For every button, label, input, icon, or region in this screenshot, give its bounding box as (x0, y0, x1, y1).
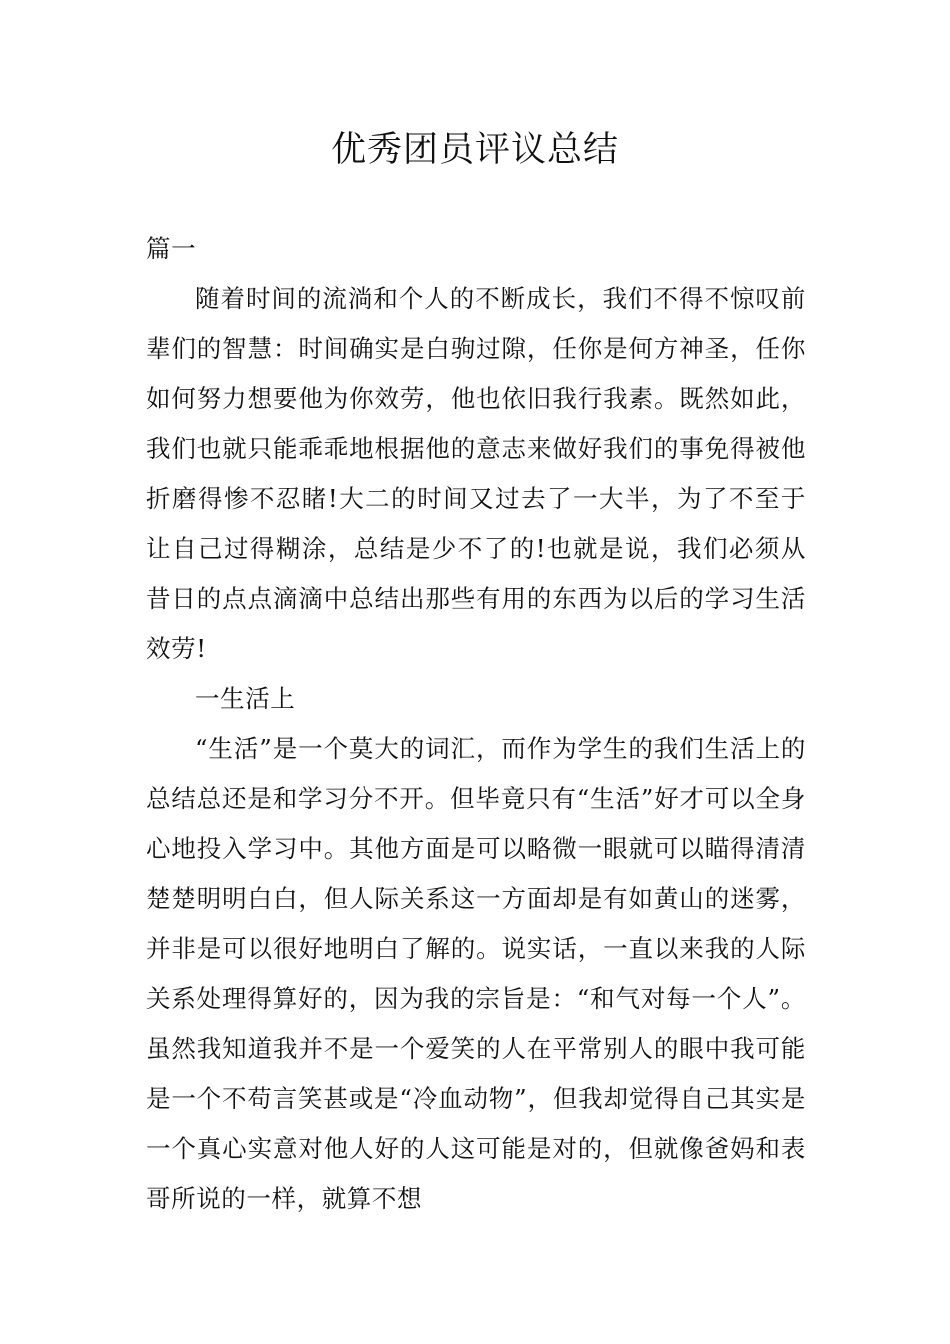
paragraph-life: “生活”是一个莫大的词汇，而作为学生的我们生活上的总结总还是和学习分不开。但毕竟只有“生活”好才可以全身心地投入学习中。其他方面是可以略微一眼就可以瞄得清清楚楚明明白白，但人际关系这一方面却是有如黄山的迷雾，并非是可以很好地明白了解的。说实话，一直以来我的人际关系处理得算好的，因为我的宗旨是：“和气对每一个人”。虽然我知道我并不是一个爱笑的人在平常别人的眼中我可能是一个不苟言笑甚或是“冷血动物”，但我却觉得自己其实是一个真心实意对他人好的人这可能是对的，但就像爸妈和表哥所说的一样，就算不想 (146, 734, 806, 1213)
paragraph-intro: 随着时间的流淌和个人的不断成长，我们不得不惊叹前辈们的智慧：时间确实是白驹过隙，任你是何方神圣，任你如何努力想要他为你效劳，他也依旧我行我素。既然如此，我们也就只能乖乖地根据他的意志来做好我们的事免得被他折磨得惨不忍睹!大二的时间又过去了一大半，为了不至于让自己过得糊涂，总结是少不了的!也就是说，我们必须从昔日的点点滴滴中总结出那些有用的东西为以后的学习生活效劳! (146, 284, 806, 663)
section-label: 篇一 (146, 234, 197, 263)
document-title: 优秀团员评议总结 (330, 130, 619, 170)
subheading-life: 一生活上 (195, 684, 296, 713)
document-body (146, 224, 806, 1224)
